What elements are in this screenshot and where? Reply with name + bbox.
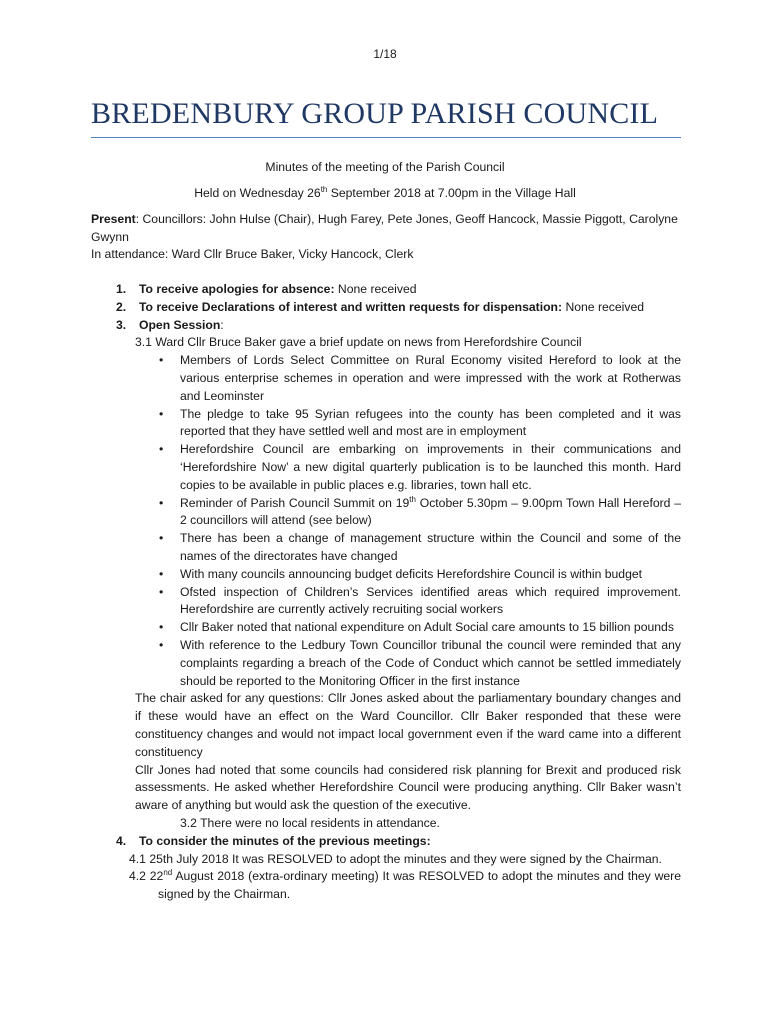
bullet-icon: • <box>159 495 164 510</box>
open-session-subitem-1: 3.1 Ward Cllr Bruce Baker gave a brief update on news from Herefordshire Council <box>135 335 582 350</box>
bullet-icon: • <box>159 637 164 652</box>
agenda-item-4 <box>91 833 681 851</box>
bullet-icon: • <box>159 584 164 599</box>
list-item <box>159 566 681 584</box>
minutes-superscript: nd <box>163 868 173 878</box>
page-number: 1/18 <box>373 47 397 61</box>
update-bullet-list <box>91 352 681 690</box>
list-item <box>159 406 681 442</box>
held-superscript: th <box>320 184 328 194</box>
held-text-rest: September 2018 at 7.00pm in the Village Hall <box>327 186 576 200</box>
council-title: BREDENBURY GROUP PARISH COUNCIL <box>91 97 659 130</box>
bullet-icon: • <box>159 353 164 368</box>
bullet-text: Herefordshire Council are embarking on improvements in their communications and ‘Herefordshire Now’ a new digital quarterly publication is to be launched this month. Hard copies to be available in public places e.g. libraries, town hall etc. <box>180 442 681 492</box>
list-item <box>159 530 681 566</box>
list-item <box>159 494 681 531</box>
list-item <box>159 441 681 494</box>
item-number: 4. <box>116 833 127 848</box>
bullet-text: With many councils announcing budget deficits Herefordshire Council is within budget <box>180 566 643 581</box>
summit-text: Reminder of Parish Council Summit on 19 <box>180 495 410 510</box>
held-text: Held on Wednesday 26 <box>194 186 321 200</box>
agenda-item-3 <box>91 317 681 335</box>
item-text: None received <box>562 299 645 314</box>
agenda-item-1 <box>91 281 681 299</box>
bullet-text: There has been a change of management structure within the Council and some of the names of the directorates have changed <box>180 531 681 563</box>
item-number: 1. <box>116 282 127 296</box>
agenda-items <box>91 281 681 904</box>
summit-text-rest: October 5.30pm – 9.00pm Town Hall Hereford – 2 councillors will attend (see below) <box>180 495 681 528</box>
minutes-subtitle: Minutes of the meeting of the Parish Council <box>265 160 505 174</box>
list-item <box>159 637 681 690</box>
item-text: : <box>220 317 224 332</box>
minutes-item-1: 4.1 25th July 2018 It was RESOLVED to adopt the minutes and they were signed by the Chairman. <box>129 851 662 866</box>
attendance-line: In attendance: Ward Cllr Bruce Baker, Vicky Hancock, Clerk <box>91 247 414 261</box>
item-number: 3. <box>116 317 127 332</box>
item-heading: To receive apologies for absence: <box>139 282 335 296</box>
list-item <box>159 619 681 637</box>
bullet-text: The pledge to take 95 Syrian refugees into the county has been completed and it was reported that they have settled well and most are in employment <box>180 406 681 439</box>
bullet-icon: • <box>159 442 164 457</box>
meeting-date-line <box>0 185 770 203</box>
bullet-text: With reference to the Ledbury Town Councillor tribunal the council were reminded that any complaints regarding a breach of the Code of Conduct which cannot be settled immediately should be reported to the Monitoring Officer in the first instance <box>180 637 681 688</box>
bullet-icon: • <box>159 566 164 581</box>
brexit-paragraph: Cllr Jones had noted that some councils had considered risk planning for Brexit and produced risk assessments. He asked whether Herefordshire Council were producing anything. Cllr Baker wasn’t aware of anything but would ask the question of the executive. <box>135 762 681 813</box>
present-line <box>91 211 681 247</box>
present-label: Present <box>91 212 136 226</box>
summit-superscript: th <box>409 494 416 504</box>
item-number: 2. <box>116 299 127 314</box>
minutes-text-rest: August 2018 (extra-ordinary meeting) It was RESOLVED to adopt the minutes and they were signed by the Chairman. <box>158 869 681 902</box>
questions-paragraph: The chair asked for any questions: Cllr Jones asked about the parliamentary boundary changes and if these would have an effect on the Ward Councillor. Cllr Baker responded that these were constituency changes and would not impact local government even if the ward came into a different constituency <box>135 691 681 759</box>
bullet-text: Cllr Baker noted that national expenditure on Adult Social care amounts to 15 billion pounds <box>180 620 674 635</box>
bullet-text: Ofsted inspection of Children’s Services identified areas which required improvement. Herefordshire are currently actively recruiting social workers <box>180 584 681 617</box>
bullet-icon: • <box>159 531 164 546</box>
minutes-item-2 <box>91 868 681 904</box>
agenda-item-2 <box>91 299 681 317</box>
item-heading: To consider the minutes of the previous meetings: <box>139 833 431 848</box>
open-session-subitem-2: 3.2 There were no local residents in attendance. <box>180 815 440 830</box>
item-heading: To receive Declarations of interest and written requests for dispensation: <box>139 299 563 314</box>
list-item <box>159 584 681 620</box>
item-text: None received <box>334 282 417 296</box>
list-item <box>159 352 681 405</box>
title-underline <box>91 137 681 138</box>
minutes-text: 4.2 22 <box>129 869 164 884</box>
bullet-text: Members of Lords Select Committee on Rural Economy visited Hereford to look at the various enterprise schemes in operation and were impressed with the work at Rotherwas and Leominster <box>180 353 681 403</box>
bullet-icon: • <box>159 406 164 421</box>
bullet-icon: • <box>159 620 164 635</box>
present-text: : Councillors: John Hulse (Chair), Hugh Farey, Pete Jones, Geoff Hancock, Massie Piggott, Carolyne Gwynn <box>91 212 678 244</box>
item-heading: Open Session <box>139 317 221 332</box>
